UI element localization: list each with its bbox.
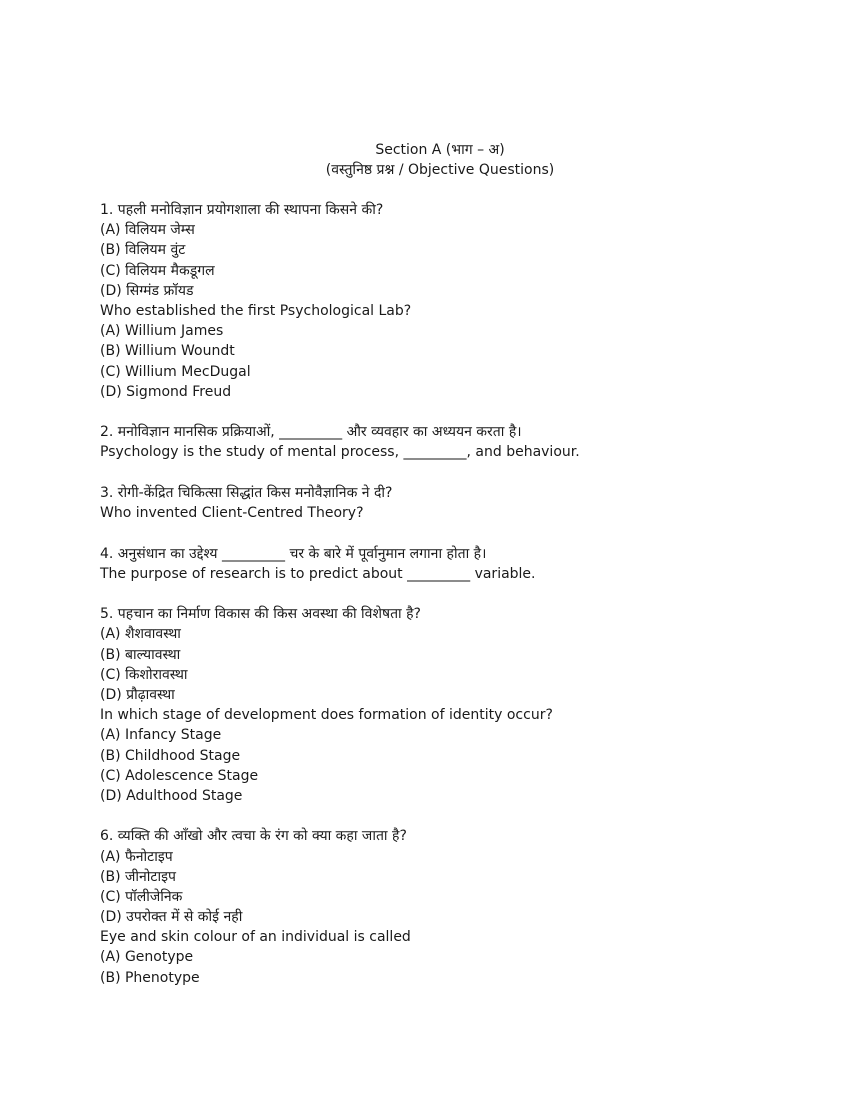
question-2-hindi-text: 2. मनोविज्ञान मानसिक प्रक्रियाओं, _________ और व्यवहार का अध्ययन करता है। (100, 424, 522, 441)
question-1-hindi-option-c: (C) विलियम मैकडूगल (100, 262, 215, 279)
question-1-english-option-d: (D) Sigmond Freud (100, 383, 232, 400)
question-5-english-option-b: (B) Childhood Stage (100, 747, 241, 764)
section-title: Section A (भाग – अ) (375, 142, 505, 158)
question-5-english-option-d: (D) Adulthood Stage (100, 787, 243, 804)
question-1 (100, 200, 800, 402)
question-4-hindi-text: 4. अनुसंधान का उद्देश्य _________ चर के बारे में पूर्वानुमान लगाना होता है। (100, 545, 487, 562)
question-6 (100, 826, 800, 988)
question-1-english-option-c: (C) Willium MecDugal (100, 363, 251, 380)
question-5-hindi-option-c: (C) किशोरावस्था (100, 666, 188, 683)
question-2-english-text: Psychology is the study of mental process, _________, and behaviour. (100, 444, 580, 461)
question-6-hindi-text: 6. व्यक्ति की आँखो और त्वचा के रंग को क्या कहा जाता है? (100, 828, 407, 845)
question-4-english-text: The purpose of research is to predict about _________ variable. (100, 565, 536, 582)
question-6-english-option-b: (B) Phenotype (100, 969, 200, 986)
question-6-english-option-a: (A) Genotype (100, 949, 194, 966)
question-5 (100, 604, 800, 806)
question-5-hindi-text: 5. पहचान का निर्माण विकास की किस अवस्था की विशेषता है? (100, 606, 421, 623)
question-3 (100, 483, 800, 523)
section-header (0, 140, 850, 180)
question-3-hindi-text: 3. रोगी-केंद्रित चिकित्सा सिद्धांत किस मनोवैज्ञानिक ने दी? (100, 484, 393, 501)
question-6-hindi-option-c: (C) पॉलीजेनिक (100, 888, 183, 905)
question-1-hindi-text: 1. पहली मनोविज्ञान प्रयोगशाला की स्थापना किसने की? (100, 202, 384, 218)
question-2 (100, 422, 800, 462)
question-1-hindi-option-b: (B) विलियम वुंट (100, 242, 186, 259)
question-6-hindi-option-b: (B) जीनोटाइप (100, 868, 176, 885)
question-5-hindi-option-a: (A) शैशवावस्था (100, 626, 181, 643)
question-1-english-option-a: (A) Willium James (100, 323, 224, 340)
question-6-hindi-option-a: (A) फैनोटाइप (100, 848, 173, 865)
question-6-hindi-option-d: (D) उपरोक्त में से कोई नही (100, 909, 243, 926)
question-1-english-text: Who established the first Psychological Lab? (100, 302, 412, 319)
question-1-english-option-b: (B) Willium Woundt (100, 343, 235, 360)
question-4 (100, 544, 800, 584)
question-5-hindi-option-d: (D) प्रौढ़ावस्था (100, 686, 175, 703)
question-list (100, 200, 800, 1008)
question-5-english-option-c: (C) Adolescence Stage (100, 767, 259, 784)
question-3-english-text: Who invented Client-Centred Theory? (100, 505, 364, 522)
question-1-hindi-option-a: (A) विलियम जेम्स (100, 222, 195, 239)
question-1-hindi-option-d: (D) सिग्मंड फ्रॉयड (100, 282, 194, 299)
question-6-english-text: Eye and skin colour of an individual is called (100, 929, 411, 946)
question-5-hindi-option-b: (B) बाल्यावस्था (100, 646, 181, 663)
question-5-english-text: In which stage of development does formation of identity occur? (100, 707, 553, 724)
question-5-english-option-a: (A) Infancy Stage (100, 727, 222, 744)
section-subtitle: (वस्तुनिष्ठ प्रश्न / Objective Questions) (325, 162, 555, 178)
